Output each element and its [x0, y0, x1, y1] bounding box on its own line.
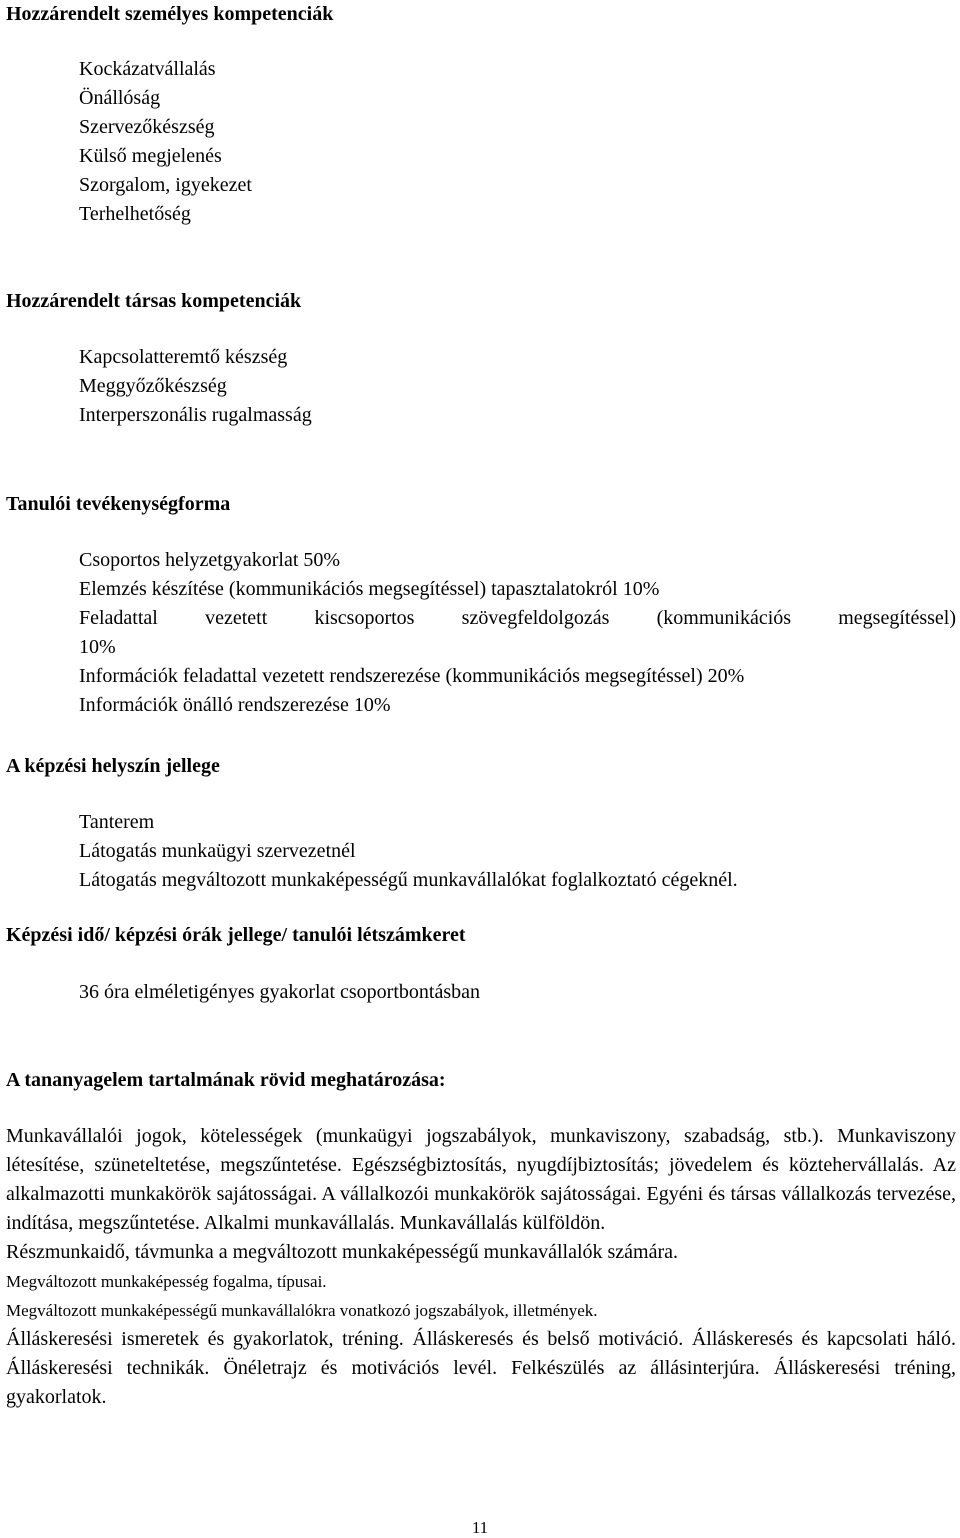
paragraph: Részmunkaidő, távmunka a megváltozott munkaképességű munkavállalók számára. — [6, 1241, 679, 1263]
list-item: 36 óra elméletigényes gyakorlat csoportbontásban — [79, 981, 480, 1003]
list-item: Látogatás munkaügyi szervezetnél — [79, 840, 356, 862]
list-item: Elemzés készítése (kommunikációs megsegítéssel) tapasztalatokról 10% — [79, 578, 660, 600]
paragraph: Álláskeresési ismeretek és gyakorlatok, tréning. Álláskeresés és belső motiváció. Álláskeresés és kapcsolati háló. Álláskeresési technikák. Önéletrajz és motivációs levél. Felkészülés az állásinterjúra. Álláskeresési tréning, gyakorlatok. — [6, 1328, 956, 1408]
list-item: Feladattal vezetett kiscsoportos szövegfeldolgozás (kommunikációs megsegítéssel) — [79, 607, 956, 629]
training-time-list — [79, 978, 480, 1007]
list-item: Külső megjelenés — [79, 145, 222, 167]
heading-content-summary: A tananyagelem tartalmának rövid meghatározása: — [6, 1069, 446, 1091]
paragraph: Munkavállalói jogok, kötelességek (munkaügyi jogszabályok, munkaviszony, szabadság, stb.). Munkaviszony létesítése, szüneteltetése, megszűntetése. Egészségbiztosítás, nyugdíjbiztosítás; jövedelem és köztehervállalás. Az alkalmazotti munkakörök sajátosságai. A vállalkozói munkakörök sajátosságai. Egyéni és társas vállalkozás tervezése, indítása, megszűntetése. Alkalmi munkavállalás. Munkavállalás külföldön. — [6, 1125, 956, 1234]
content-summary — [6, 1122, 956, 1412]
list-item: Szorgalom, igyekezet — [79, 174, 252, 196]
list-item: Információk feladattal vezetett rendszerezése (kommunikációs megsegítéssel) 20% — [79, 665, 745, 687]
paragraph: Megváltozott munkaképességű munkavállalókra vonatkozó jogszabályok, illetmények. — [6, 1301, 598, 1320]
training-location-list — [79, 808, 738, 895]
list-item: 10% — [79, 636, 116, 658]
list-item: Kapcsolatteremtő készség — [79, 346, 288, 368]
list-item: Önállóság — [79, 87, 161, 109]
heading-training-time: Képzési idő/ képzési órák jellege/ tanulói létszámkeret — [6, 924, 466, 946]
list-item: Kockázatvállalás — [79, 58, 216, 80]
heading-personal-competencies: Hozzárendelt személyes kompetenciák — [6, 3, 334, 25]
page-number: 11 — [471, 1518, 489, 1537]
list-item: Meggyőzőkészség — [79, 375, 227, 397]
heading-social-competencies: Hozzárendelt társas kompetenciák — [6, 290, 302, 312]
heading-learner-activity: Tanulói tevékenységforma — [6, 493, 231, 515]
paragraph: Megváltozott munkaképesség fogalma, típusai. — [6, 1272, 327, 1291]
heading-training-location: A képzési helyszín jellege — [6, 755, 220, 777]
list-item: Szervezőkészség — [79, 116, 215, 138]
list-item: Információk önálló rendszerezése 10% — [79, 694, 391, 716]
list-item: Tanterem — [79, 811, 155, 833]
learner-activity-list — [79, 546, 956, 720]
personal-competencies-list — [79, 55, 252, 229]
social-competencies-list — [79, 343, 312, 430]
list-item: Csoportos helyzetgyakorlat 50% — [79, 549, 341, 571]
list-item: Terhelhetőség — [79, 203, 191, 225]
list-item: Interperszonális rugalmasság — [79, 404, 312, 426]
list-item: Látogatás megváltozott munkaképességű munkavállalókat foglalkoztató cégeknél. — [79, 869, 738, 891]
